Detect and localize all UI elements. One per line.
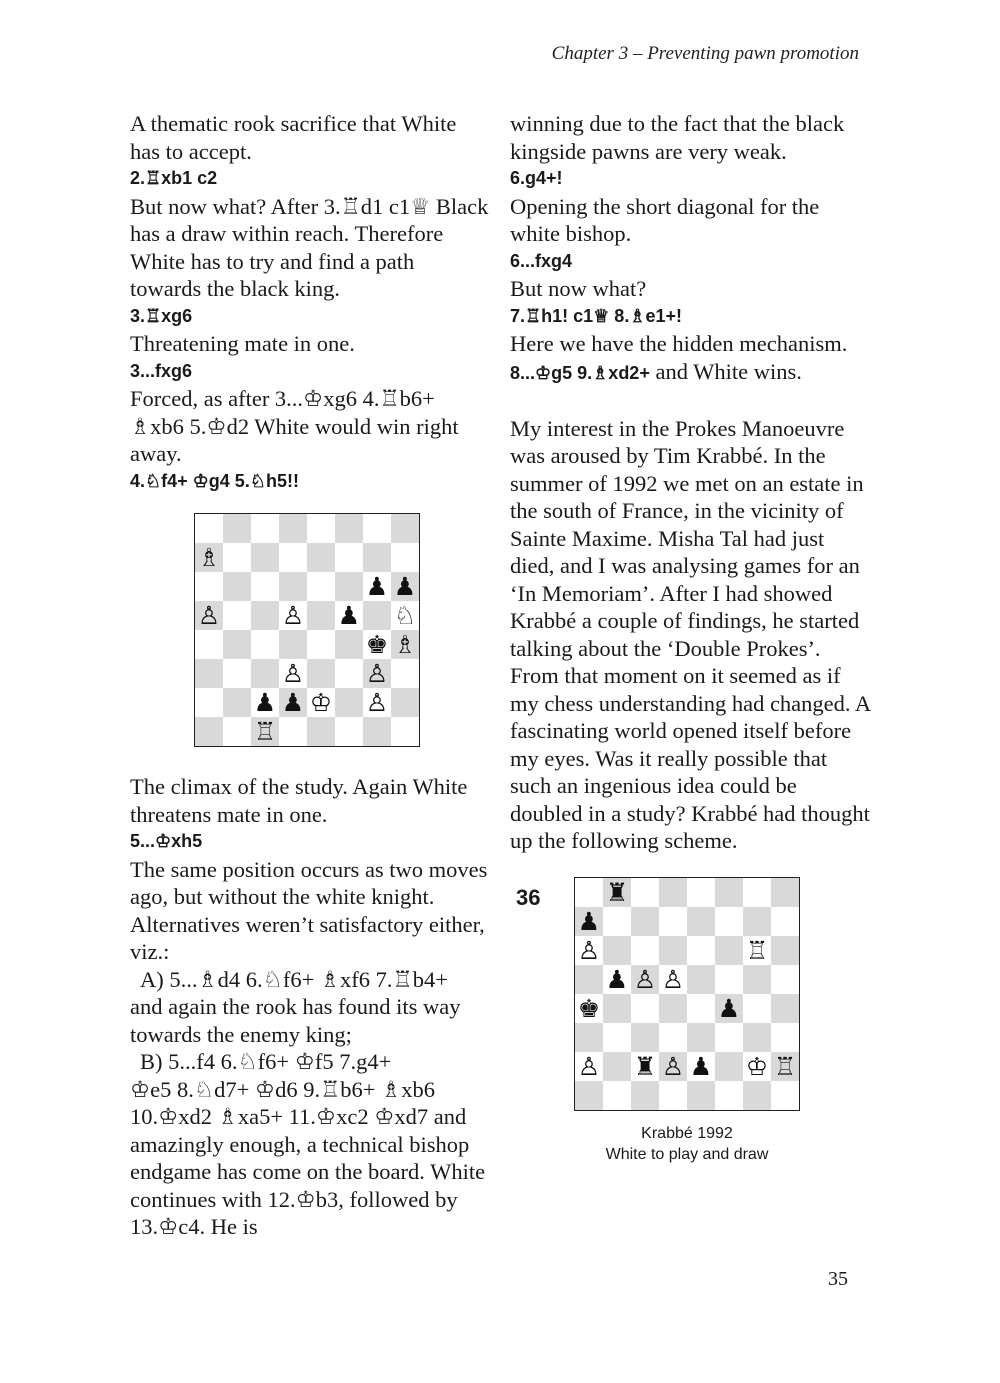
board-square [603,1023,631,1052]
chess-piece-icon: ♙ [631,965,659,994]
board-square [251,514,279,543]
chess-piece-icon: ♙ [575,936,603,965]
board-square [575,1081,603,1110]
board-square [603,1081,631,1110]
board-square [363,514,391,543]
board-square [715,1023,743,1052]
paragraph: But now what? After 3.♖d1 c1♕ Black has a draw within reach. Therefore White has to try and find a path towards the black king. [130,193,489,301]
variation-b-line: B) 5...f4 6.♘f6+ ♔f5 7.g4+ [140,1049,392,1074]
board-square [363,717,391,746]
board-square [223,514,251,543]
chess-piece-icon: ♖ [743,936,771,965]
board-square [251,543,279,572]
board-square [335,659,363,688]
board-square [223,717,251,746]
chess-piece-icon: ♟ [251,688,279,717]
chess-piece-icon: ♙ [363,659,391,688]
board-square [603,1052,631,1081]
move-line: 6...fxg4 [510,250,573,271]
running-header: Chapter 3 – Preventing pawn promotion [551,43,859,64]
board-square [771,936,799,965]
board-square [251,630,279,659]
board-square [631,1081,659,1110]
chess-piece-icon: ♚ [575,994,603,1023]
board-square [575,1023,603,1052]
paragraph: A thematic rook sacrifice that White has to accept. [130,111,457,164]
board-square [687,878,715,907]
board-square [335,514,363,543]
board-square [195,572,223,601]
chess-piece-icon: ♗ [391,630,419,659]
board-square [715,936,743,965]
paragraph: The same position occurs as two moves ago, but without the white knight. Alternatives weren’t satisfactory either, viz.: [130,856,488,964]
move-line: 3...fxg6 [130,360,193,381]
board-square [391,543,419,572]
chess-piece-icon: ♙ [659,965,687,994]
paragraph: ♔e5 8.♘d7+ ♔d6 9.♖b6+ ♗xb6 10.♔xd2 ♗xa5+ 11.♔xc2 ♔xd7 and amazingly enough, a technical bishop endgame has come on the board. White continues with 12.♔b3, followed by 13.♔c4. He is [130,1076,486,1239]
board-square [575,965,603,994]
board-square [363,543,391,572]
chess-piece-icon: ♚ [363,630,391,659]
chess-piece-icon: ♟ [391,572,419,601]
board-square [771,907,799,936]
board-square [659,878,687,907]
paragraph: Here we have the hidden mechanism. [510,331,848,356]
move-line: 2.♖xb1 c2 [130,168,218,188]
board-square [715,1081,743,1110]
paragraph: Forced, as after 3...♔xg6 4.♖b6+ ♗xb6 5.♔d2 White would win right away. [130,386,459,466]
chess-piece-icon: ♟ [363,572,391,601]
board-square [195,514,223,543]
chess-piece-icon: ♟ [603,965,631,994]
board-square [603,936,631,965]
board-square [279,572,307,601]
move-line: 4.♘f4+ ♔g4 5.♘h5!! [130,470,299,491]
paragraph: Threatening mate in one. [130,331,355,356]
paragraph: But now what? [510,276,647,301]
chess-board [574,877,800,1111]
diagram-caption [574,1123,800,1165]
paragraph: and again the rook has found its way towards the enemy king; [130,994,461,1047]
board-square [307,572,335,601]
board-square [195,659,223,688]
chess-piece-icon: ♙ [659,1052,687,1081]
board-square [771,1023,799,1052]
board-square [743,1081,771,1110]
board-square [715,965,743,994]
board-square [307,543,335,572]
board-square [771,1081,799,1110]
board-square [631,1023,659,1052]
board-square [603,907,631,936]
board-square [631,994,659,1023]
chess-piece-icon: ♜ [603,878,631,907]
chess-piece-icon: ♟ [279,688,307,717]
board-square [223,659,251,688]
board-square [223,688,251,717]
board-square [307,601,335,630]
board-square [715,907,743,936]
move-conclusion [510,358,870,388]
paragraph: winning due to the fact that the black kingside pawns are very weak. [510,111,845,164]
board-square [659,1023,687,1052]
board-square [603,994,631,1023]
chess-piece-icon: ♖ [251,717,279,746]
chess-piece-icon: ♙ [279,601,307,630]
move-line: 5...♔xh5 [130,831,203,851]
board-square [771,878,799,907]
board-square [335,717,363,746]
caption-task: White to play and draw [605,1145,769,1163]
chess-piece-icon: ♟ [687,1052,715,1081]
chess-piece-icon: ♖ [771,1052,799,1081]
board-square [391,717,419,746]
chess-piece-icon: ♔ [743,1052,771,1081]
chess-board [194,513,420,747]
board-square [335,543,363,572]
chess-piece-icon: ♟ [335,601,363,630]
board-square [195,630,223,659]
board-square [335,630,363,659]
board-square [279,543,307,572]
board-square [659,1081,687,1110]
board-square [307,717,335,746]
board-square [391,659,419,688]
board-square [743,994,771,1023]
chess-piece-icon: ♘ [391,601,419,630]
board-square [223,543,251,572]
chess-diagram-1 [194,513,490,747]
board-square [659,994,687,1023]
board-square [391,514,419,543]
board-square [195,717,223,746]
board-square [743,965,771,994]
board-square [307,659,335,688]
page-number: 35 [828,1268,848,1290]
chess-piece-icon: ♟ [715,994,743,1023]
chess-piece-icon: ♜ [631,1052,659,1081]
board-square [631,907,659,936]
board-square [195,688,223,717]
board-square [687,965,715,994]
board-square [251,659,279,688]
board-square [687,994,715,1023]
board-square [687,936,715,965]
paragraph: The climax of the study. Again White threatens mate in one. [130,774,468,827]
left-column [130,110,490,1241]
board-square [659,907,687,936]
board-square [279,514,307,543]
board-square [743,907,771,936]
board-square [335,572,363,601]
board-square [771,994,799,1023]
chess-piece-icon: ♙ [575,1052,603,1081]
chess-diagram-36 [510,877,870,1187]
move-line: 6.g4+! [510,168,563,188]
board-square [575,878,603,907]
chess-piece-icon: ♟ [575,907,603,936]
chess-piece-icon: ♔ [307,688,335,717]
board-square [335,688,363,717]
move-line: 7.♖h1! c1♕ 8.♗e1+! [510,305,682,326]
paragraph: Opening the short diagonal for the white bishop. [510,193,820,246]
chess-piece-icon: ♙ [363,688,391,717]
board-square [279,630,307,659]
caption-author: Krabbé 1992 [641,1124,733,1142]
right-column [510,110,870,1187]
chess-piece-icon: ♙ [195,601,223,630]
board-square [715,1052,743,1081]
chess-piece-icon: ♙ [279,659,307,688]
board-square [223,601,251,630]
move-line: 3.♖xg6 [130,305,193,326]
board-square [743,878,771,907]
board-square [223,630,251,659]
move-line: 8...♔g5 9.♗xd2+ [510,362,650,383]
board-square [223,572,251,601]
board-square [363,601,391,630]
board-square [687,1023,715,1052]
board-square [279,717,307,746]
board-square [659,936,687,965]
board-square [631,878,659,907]
board-square [307,514,335,543]
diagram-number: 36 [516,884,541,910]
board-square [251,572,279,601]
board-square [631,936,659,965]
board-square [307,630,335,659]
chess-piece-icon: ♗ [195,543,223,572]
board-square [687,1081,715,1110]
move-tail: and White wins. [649,358,802,384]
board-square [251,601,279,630]
board-square [771,965,799,994]
board-square [687,907,715,936]
board-square [715,878,743,907]
board-square [743,1023,771,1052]
paragraph: My interest in the Prokes Manoeuvre was aroused by Tim Krabbé. In the summer of 1992 we met on an estate in the south of France, in the vicinity of Sainte Maxime. Misha Tal had just died, and I was analysing games for an ‘In Memoriam’. After I had showed Krabbé a couple of findings, he started talking about the ‘Double Prokes’. From that moment on it seemed as if my chess understanding had changed. A fascinating world opened itself before my eyes. Was it really possible that such an ingenious idea could be doubled in a study? Krabbé had thought up the following scheme. [510,415,870,853]
variation-a-line: A) 5...♗d4 6.♘f6+ ♗xf6 7.♖b4+ [140,966,448,992]
board-square [391,688,419,717]
